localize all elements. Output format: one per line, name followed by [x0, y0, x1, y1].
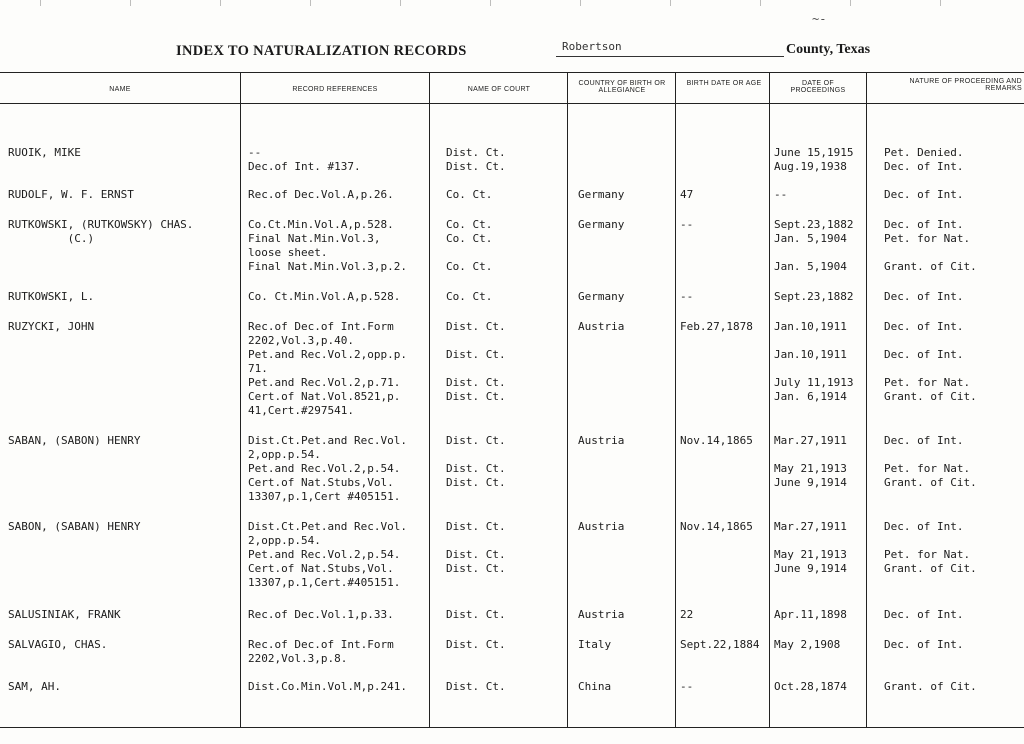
birth-cell: 22: [680, 608, 694, 621]
record-cell: Rec.of Dec.Vol.A,p.26.: [248, 188, 394, 201]
birth-cell: Nov.14,1865: [680, 434, 753, 447]
court-cell: Dist. Ct. Dist. Ct. Dist. Ct. Dist. Ct.: [446, 320, 506, 403]
nature-cell: Grant. of Cit.: [884, 680, 977, 693]
margin-mark: ~-: [812, 12, 827, 26]
nature-cell: Dec. of Int.: [884, 188, 964, 201]
country-cell: China: [578, 680, 612, 693]
nature-cell: Dec. of Int. Dec. of Int. Pet. for Nat. Grant. of Cit.: [884, 320, 977, 403]
record-cell: Co. Ct.Min.Vol.A,p.528.: [248, 290, 401, 303]
nature-cell: Dec. of Int. Pet. for Nat. Grant. of Cit.: [884, 218, 977, 273]
table-bottom-rule: [0, 727, 1024, 728]
court-cell: Co. Ct. Co. Ct. Co. Ct.: [446, 218, 493, 273]
nature-cell: Dec. of Int. Pet. for Nat. Grant. of Cit.: [884, 520, 977, 575]
date-cell: Mar.27,1911 May 21,1913 June 9,1914: [774, 434, 847, 489]
column-divider: [240, 72, 241, 728]
court-cell: Dist. Ct. Dist. Ct.: [446, 146, 506, 173]
country-cell: Austria: [578, 520, 625, 533]
date-cell: Apr.11,1898: [774, 608, 847, 621]
name-cell: RUTKOWSKI, (RUTKOWSKY) CHAS. (C.): [8, 218, 194, 245]
county-label: County, Texas: [786, 42, 871, 57]
column-divider: [866, 72, 867, 728]
county-name: Robertson: [562, 40, 622, 53]
date-cell: --: [774, 188, 788, 201]
name-cell: RUOIK, MIKE: [8, 146, 81, 159]
birth-cell: --: [680, 290, 694, 303]
column-divider: [675, 72, 676, 728]
page-title: INDEX TO NATURALIZATION RECORDS: [176, 43, 467, 59]
birth-cell: Feb.27,1878: [680, 320, 753, 333]
column-header-country: COUNTRY OF BIRTH OR ALLEGIANCE: [578, 80, 666, 94]
birth-cell: 47: [680, 188, 694, 201]
scan-edge-marks: [0, 0, 1024, 6]
name-cell: SABAN, (SABON) HENRY: [8, 434, 141, 447]
date-cell: June 15,1915 Aug.19,1938: [774, 146, 854, 173]
column-divider: [769, 72, 770, 728]
date-cell: Oct.28,1874: [774, 680, 847, 693]
date-cell: May 2,1908: [774, 638, 841, 651]
country-cell: Germany: [578, 290, 625, 303]
name-cell: SABON, (SABAN) HENRY: [8, 520, 141, 533]
name-cell: SALUSINIAK, FRANK: [8, 608, 121, 621]
record-cell: Dist.Ct.Pet.and Rec.Vol. 2,opp.p.54. Pet.and Rec.Vol.2,p.54. Cert.of Nat.Stubs,Vol. 13307,p.1,Cert.#405151.: [248, 520, 407, 589]
date-cell: Sept.23,1882 Jan. 5,1904 Jan. 5,1904: [774, 218, 854, 273]
nature-cell: Dec. of Int.: [884, 638, 964, 651]
court-cell: Dist. Ct.: [446, 638, 506, 651]
nature-cell: Dec. of Int.: [884, 290, 964, 303]
name-cell: RUDOLF, W. F. ERNST: [8, 188, 134, 201]
country-cell: Austria: [578, 320, 625, 333]
record-cell: Rec.of Dec.Vol.1,p.33.: [248, 608, 394, 621]
record-cell: Co.Ct.Min.Vol.A,p.528. Final Nat.Min.Vol.3, loose sheet. Final Nat.Min.Vol.3,p.2.: [248, 218, 407, 273]
record-cell: Rec.of Dec.of Int.Form 2202,Vol.3,p.40. Pet.and Rec.Vol.2,opp.p. 71. Pet.and Rec.Vol.2,p.71. Cert.of Nat.Vol.8521,p. 41,Cert.#297541.: [248, 320, 407, 417]
birth-cell: Sept.22,1884: [680, 638, 760, 651]
court-cell: Dist. Ct. Dist. Ct. Dist. Ct.: [446, 434, 506, 489]
header-bottom-rule: [0, 103, 1024, 104]
country-cell: Germany: [578, 188, 625, 201]
birth-cell: --: [680, 680, 694, 693]
date-cell: Mar.27,1911 May 21,1913 June 9,1914: [774, 520, 847, 575]
column-header-nature: NATURE OF PROCEEDING AND REMARKS: [909, 78, 1022, 92]
name-cell: SALVAGIO, CHAS.: [8, 638, 108, 651]
name-cell: RUZYCKI, JOHN: [8, 320, 95, 333]
record-cell: -- Dec.of Int. #137.: [248, 146, 361, 173]
date-cell: Jan.10,1911 Jan.10,1911 July 11,1913 Jan. 6,1914: [774, 320, 854, 403]
court-cell: Dist. Ct.: [446, 608, 506, 621]
column-divider: [567, 72, 568, 728]
column-header-name: NAME: [109, 86, 131, 93]
court-cell: Dist. Ct. Dist. Ct. Dist. Ct.: [446, 520, 506, 575]
nature-cell: Pet. Denied. Dec. of Int.: [884, 146, 964, 173]
record-cell: Dist.Co.Min.Vol.M,p.241.: [248, 680, 407, 693]
column-header-court: NAME OF COURT: [467, 86, 531, 93]
column-divider: [429, 72, 430, 728]
birth-cell: --: [680, 218, 694, 231]
record-cell: Rec.of Dec.of Int.Form 2202,Vol.3,p.8.: [248, 638, 394, 665]
record-cell: Dist.Ct.Pet.and Rec.Vol. 2,opp.p.54. Pet.and Rec.Vol.2,p.54. Cert.of Nat.Stubs,Vol. 13307,p.1,Cert #405151.: [248, 434, 407, 503]
country-cell: Italy: [578, 638, 612, 651]
column-header-date: DATE OF PROCEEDINGS: [790, 80, 846, 94]
name-cell: SAM, AH.: [8, 680, 61, 693]
court-cell: Dist. Ct.: [446, 680, 506, 693]
birth-cell: Nov.14,1865: [680, 520, 753, 533]
country-cell: Austria: [578, 434, 625, 447]
country-cell: Austria: [578, 608, 625, 621]
county-underline: [556, 56, 784, 57]
column-header-birth: BIRTH DATE OR AGE: [686, 80, 762, 87]
column-header-record: RECORD REFERENCES: [292, 86, 378, 93]
name-cell: RUTKOWSKI, L.: [8, 290, 95, 303]
nature-cell: Dec. of Int. Pet. for Nat. Grant. of Cit.: [884, 434, 977, 489]
date-cell: Sept.23,1882: [774, 290, 854, 303]
court-cell: Co. Ct.: [446, 188, 493, 201]
country-cell: Germany: [578, 218, 625, 231]
table-top-rule: [0, 72, 1024, 73]
nature-cell: Dec. of Int.: [884, 608, 964, 621]
court-cell: Co. Ct.: [446, 290, 493, 303]
